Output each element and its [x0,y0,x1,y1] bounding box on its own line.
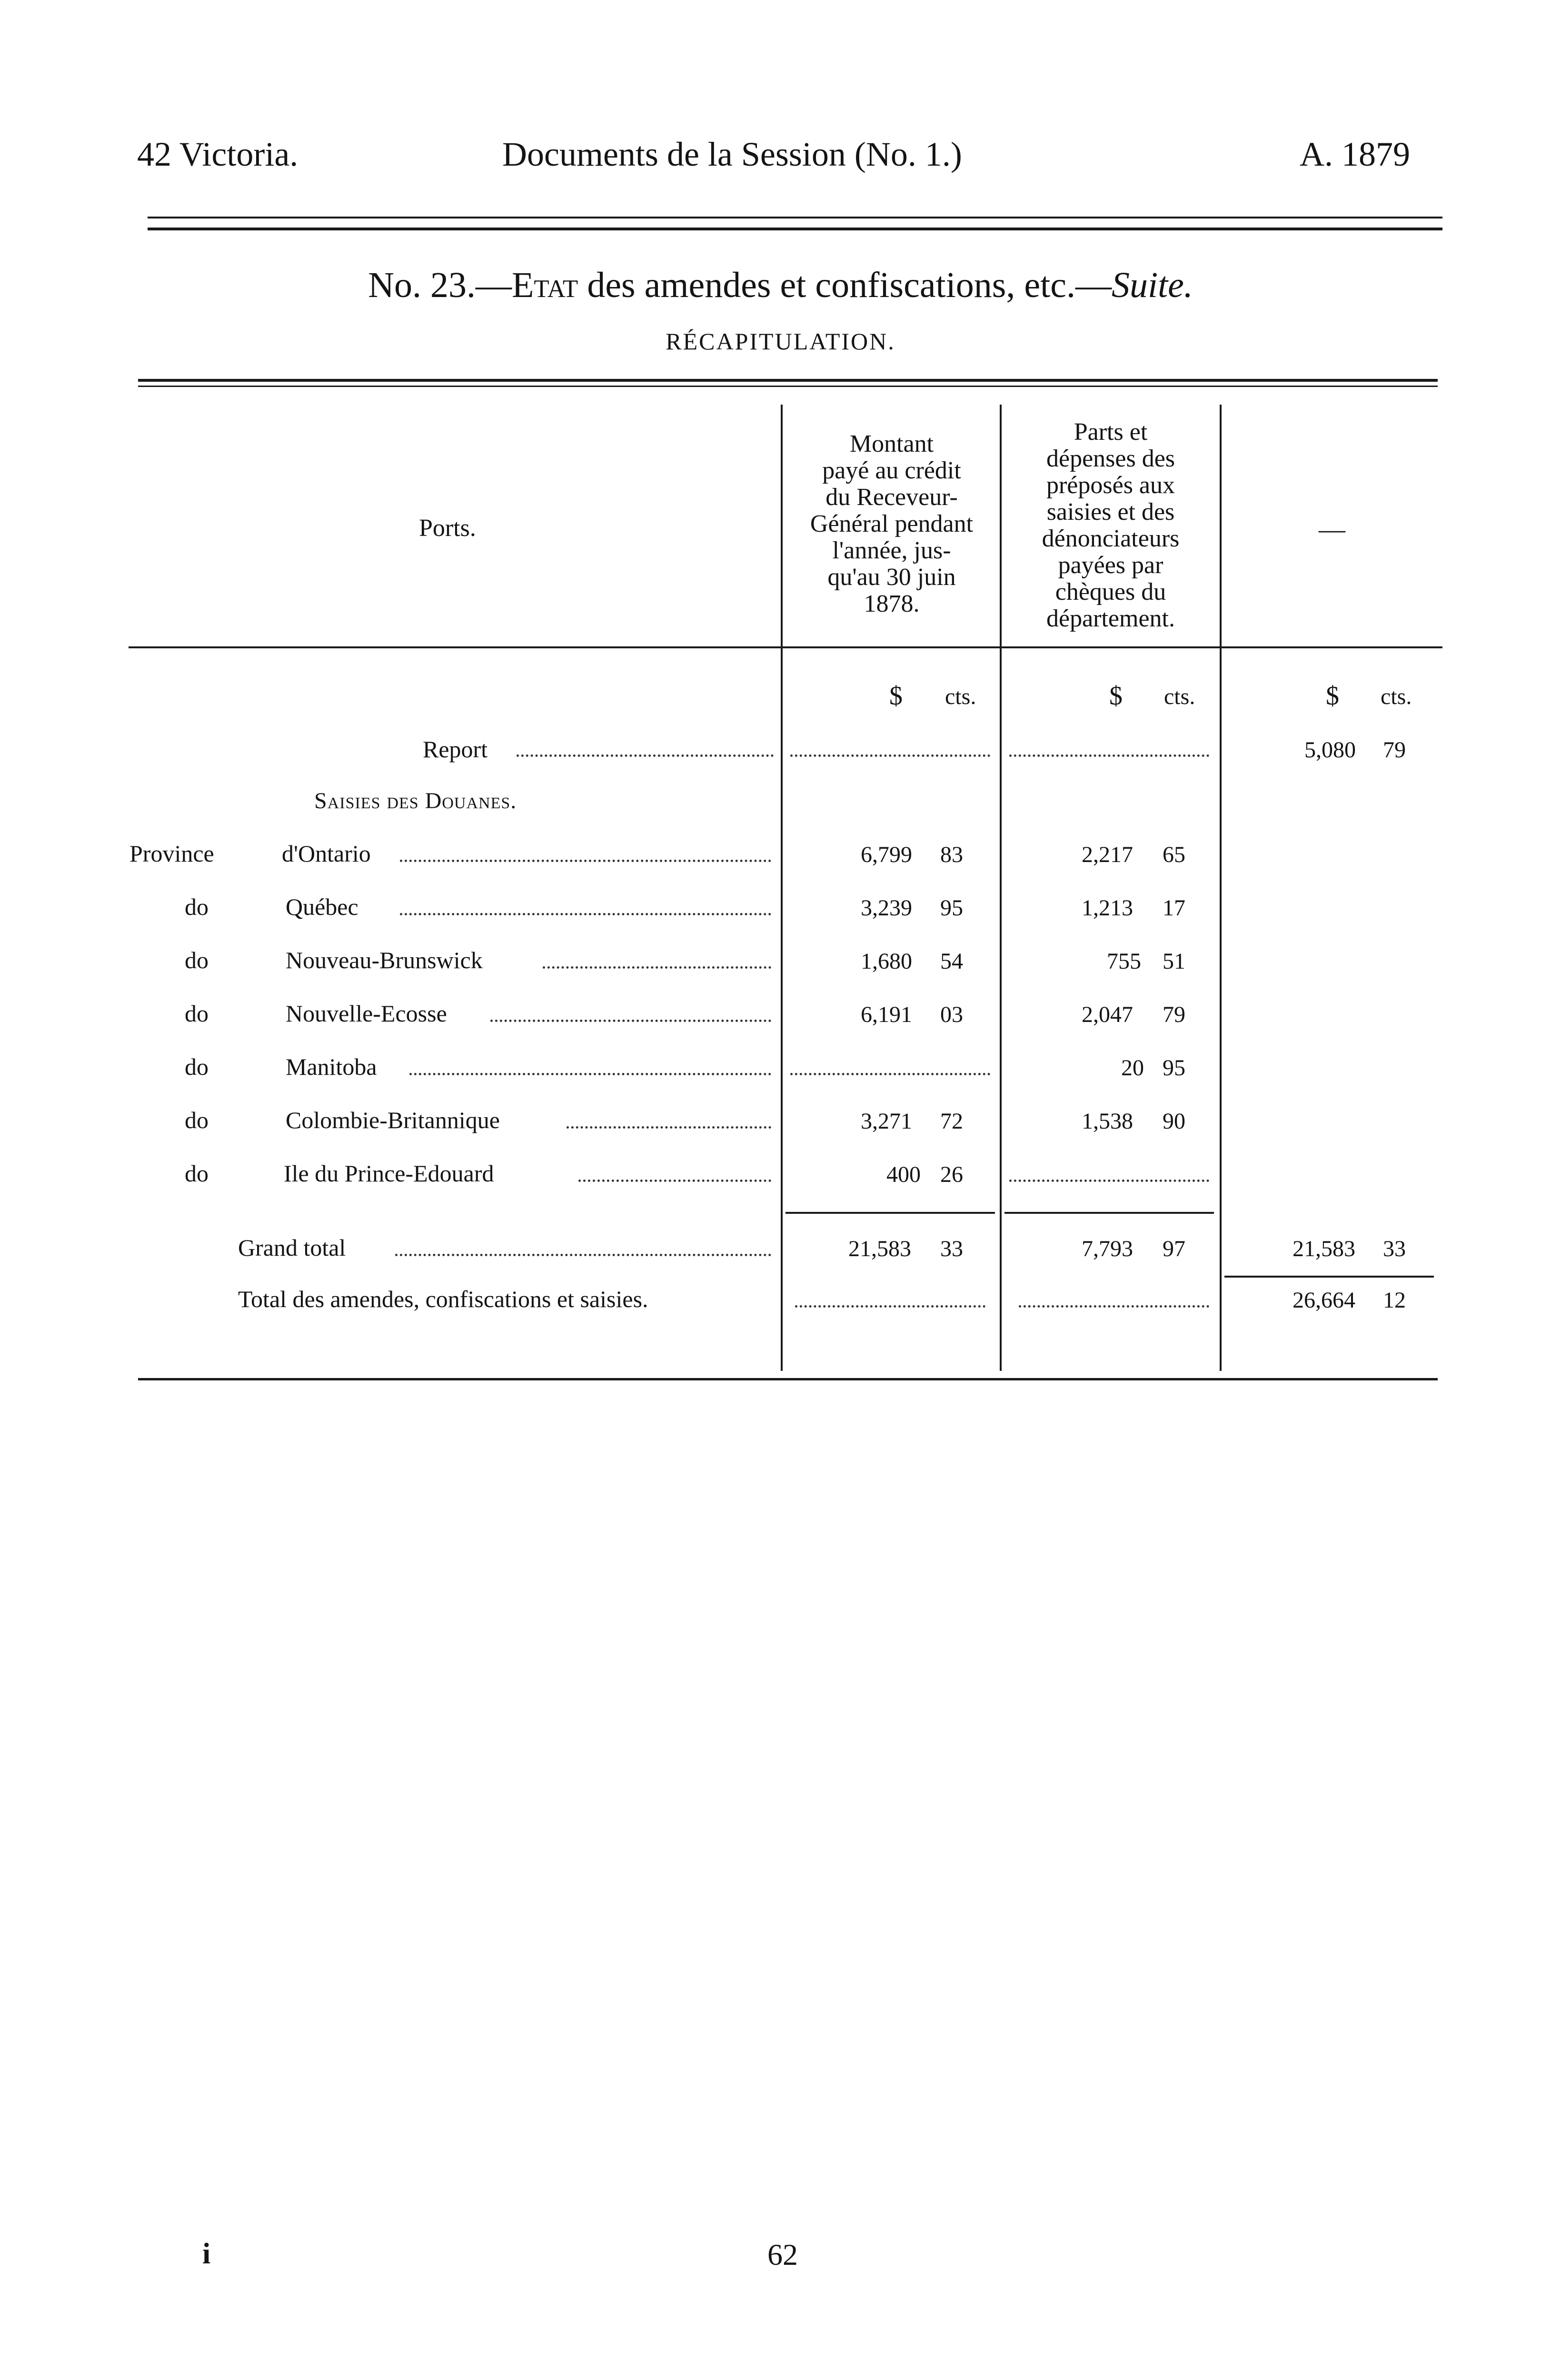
row-leader [490,1020,771,1022]
unit-dollar-parts: $ [1109,681,1123,711]
row-leader [578,1180,771,1182]
col-header-montant: Montant payé au crédit du Receveur- Général pendant l'année, jus- qu'au 30 juin 1878. [810,430,974,617]
col-divider-3 [1220,405,1222,1371]
grand-total-label: Grand total [238,1234,346,1261]
section-heading: Saisies des Douanes. [314,788,517,813]
row-montant-dollars: 400 [886,1162,921,1187]
row-parts-dollars: 20 [1121,1055,1144,1081]
total-all-label: Total des amendes, confiscations et saisies. [238,1286,648,1312]
row-montant-cents: 95 [940,895,963,921]
total-all-leader-parts [1019,1305,1209,1308]
row-prefix: do [185,947,209,973]
grand-total-parts-dollars: 7,793 [1082,1236,1133,1261]
header-left: 42 Victoria. [137,135,298,173]
unit-cts-parts: cts. [1164,684,1195,709]
row-leader [567,1126,771,1129]
row-name: d'Ontario [282,840,371,867]
row-parts-dollars: 755 [1107,949,1141,974]
row-prefix: do [185,1000,209,1027]
row-montant-dollars: 6,799 [861,842,912,867]
report-total-cents: 79 [1383,737,1406,763]
unit-cts-montant: cts. [945,684,976,709]
grand-total-montant-cents: 33 [940,1236,963,1261]
total-all-cents: 12 [1383,1288,1406,1313]
row-name: Manitoba [286,1053,377,1080]
row-montant-cents: 72 [940,1109,963,1134]
row-prefix: Province [129,840,214,867]
document-subtitle: RÉCAPITULATION. [666,328,895,355]
subtotal-rule-montant [785,1212,995,1214]
row-montant-cents: 03 [940,1002,963,1027]
report-leader-montant [790,754,990,757]
row-parts-dollars: 2,047 [1082,1002,1133,1027]
row-parts-cents: 51 [1163,949,1185,974]
unit-cts-total: cts. [1381,684,1412,709]
row-leader [400,913,771,915]
row-montant-dollars: 6,191 [861,1002,912,1027]
row-montant-dollars: 3,239 [861,895,912,921]
row-name: Colombie-Britannique [286,1107,500,1133]
col-divider-2 [1000,405,1002,1371]
header-rule-top [148,217,1442,218]
table-rule-top-2 [138,386,1438,387]
final-total-rule [1224,1276,1434,1278]
grand-total-dollars: 21,583 [1293,1236,1355,1261]
report-leader [517,754,774,757]
row-montant-dollars: 3,271 [861,1109,912,1134]
report-leader-parts [1009,754,1209,757]
row-montant-dollars: 1,680 [861,949,912,974]
row-leader [400,860,771,862]
header-center: Documents de la Session (No. 1.) [502,135,962,173]
row-parts-dollars: 1,213 [1082,895,1133,921]
row-leader-parts [1009,1180,1209,1182]
row-parts-cents: 90 [1163,1109,1185,1134]
row-parts-cents: 79 [1163,1002,1185,1027]
unit-dollar-total: $ [1326,681,1339,711]
col-divider-1 [781,405,783,1371]
row-leader [543,966,771,969]
unit-dollar-montant: $ [889,681,903,711]
row-prefix: do [185,1107,209,1133]
row-name: Nouvelle-Ecosse [286,1000,447,1027]
row-montant-cents: 83 [940,842,963,867]
row-parts-cents: 65 [1163,842,1185,867]
row-prefix: do [185,1160,209,1187]
row-montant-cents: 54 [940,949,963,974]
total-all-leader-montant [795,1305,985,1308]
table-rule-bottom [138,1378,1438,1380]
table-rule-top [138,379,1438,382]
row-name: Nouveau-Brunswick [286,947,483,973]
header-rule [129,646,1442,648]
row-montant-cents: 26 [940,1162,963,1187]
total-all-dollars: 26,664 [1293,1288,1355,1313]
footer-mark: i [202,2238,211,2270]
row-name: Québec [286,893,358,920]
row-leader [409,1073,771,1075]
row-name: Ile du Prince-Edouard [284,1160,494,1187]
header-right: A. 1879 [1300,135,1410,173]
grand-total-montant-dollars: 21,583 [848,1236,911,1261]
row-parts-cents: 95 [1163,1055,1185,1081]
report-total-dollars: 5,080 [1304,737,1356,763]
subtotal-rule-parts [1004,1212,1214,1214]
row-prefix: do [185,893,209,920]
row-leader-montant [790,1073,990,1075]
grand-total-parts-cents: 97 [1163,1236,1185,1261]
page-number: 62 [767,2238,798,2271]
col-header-ports: Ports. [419,515,476,542]
col-header-last: — [1319,515,1345,544]
document-title: No. 23.—Etat des amendes et confiscations, etc.—Suite. [368,265,1193,305]
col-header-parts: Parts et dépenses des préposés aux saisies et des dénonciateurs payées par chèques du département. [1042,418,1180,632]
report-label: Report [423,736,488,763]
row-prefix: do [185,1053,209,1080]
header-rule-bottom [148,228,1442,230]
row-parts-dollars: 2,217 [1082,842,1133,867]
grand-total-leader [395,1254,771,1256]
row-parts-dollars: 1,538 [1082,1109,1133,1134]
grand-total-cents: 33 [1383,1236,1406,1261]
row-parts-cents: 17 [1163,895,1185,921]
